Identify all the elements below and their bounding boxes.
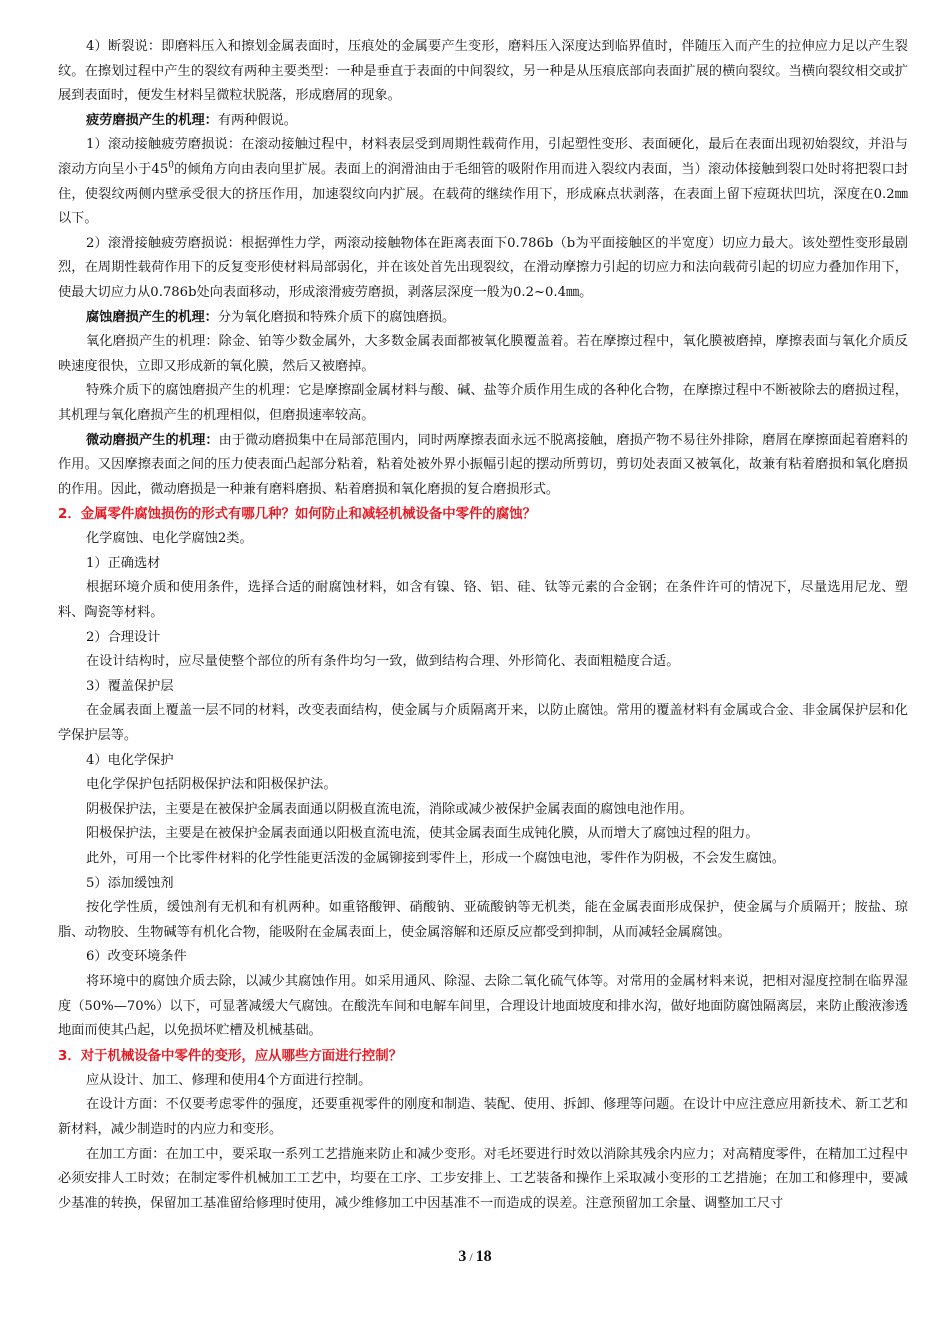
paragraph-rolling-sliding: 2）滚滑接触疲劳磨损说：根据弹性力学，两滚动接触物体在距离表面下0.786b（b为平面接触区的半宽度）切应力最大。该处塑性变形最剧烈，在周期性载荷作用下的反复变形使材料局部弱化，并在该处首先出现裂纹，在滑动摩擦力引起的切应力和法向载荷引起的切应力叠加作用下，使最大切应力从0.786b处向表面移动，形成滚滑疲劳磨损，剥落层深度一般为0.2~0.4㎜。	[58, 235, 908, 300]
list-item-heading: 1）正确选材	[86, 555, 161, 571]
paragraph-body: 在设计结构时，应尽量使整个部位的所有条件均匀一致，做到结构合理、外形简化、表面粗糙度合适。	[86, 654, 680, 670]
paragraph-fatigue-wear	[58, 109, 908, 134]
question-heading-2: 2．金属零件腐蚀损伤的形式有哪几种？如何防止和减轻机械设备中零件的腐蚀？	[58, 507, 536, 523]
paragraph-answer: 化学腐蚀、电化学腐蚀2类。	[86, 531, 253, 547]
list-item-heading: 4）电化学保护	[86, 752, 174, 768]
paragraph-answer: 应从设计、加工、修理和使用4个方面进行控制。	[86, 1072, 372, 1088]
paragraph-body: 电化学保护包括阴极保护法和阳极保护法。	[86, 777, 337, 793]
paragraph-rolling-contact	[58, 133, 908, 231]
paragraph-text: 的倾角方向由表向里扩展。表面上的润滑油由于毛细管的吸附作用而进入裂纹内表面，当）滚动体接触到裂口处时将把裂口封住，使裂纹两侧内壁承受很大的挤压作用，加速裂纹向内扩展。在载荷的继续作用下，形成麻点状剥落，在表面上留下痘斑状凹坑，深度在0.2㎜以下。	[58, 161, 909, 227]
term-fretting-wear: 微动磨损产生的机理：	[86, 432, 219, 448]
list-item-heading: 3）覆盖保护层	[86, 678, 174, 694]
paragraph-text: 1）滚动接触疲劳磨损说：在滚动接触过程中，材料表层受到周期性载荷作用，引起塑性变形、表面硬化，最后在表面出现初始裂纹，并沿与滚动方向呈小于45	[58, 137, 908, 177]
paragraph-oxidation-wear: 氧化磨损产生的机理：除金、铂等少数金属外，大多数金属表面都被氧化膜覆盖着。若在摩擦过程中，氧化膜被磨掉，摩擦表面与氧化介质反映速度很快，立即又形成新的氧化膜，然后又被磨掉。	[58, 334, 908, 374]
page-number	[0, 1248, 950, 1266]
list-item-heading: 2）合理设计	[86, 629, 161, 645]
paragraph-body: 在金属表面上覆盖一层不同的材料，改变表面结构，使金属与介质隔离开来，以防止腐蚀。常用的覆盖材料有金属或合金、非金属保护层和化学保护层等。	[58, 703, 908, 744]
paragraph-body: 将环境中的腐蚀介质去除，以减少其腐蚀作用。如采用通风、除湿、去除二氧化硫气体等。对常用的金属材料来说，把相对湿度控制在临界湿度（50%—70%）以下，可显著减缓大气腐蚀。在酸洗车间和电解车间里，合理设计地面坡度和排水沟，做好地面防腐蚀隔离层，来防止酸液渗透地面而使其凸起，以免损坏贮槽及机械基础。	[58, 973, 908, 1039]
page-separator: /	[466, 1250, 476, 1264]
current-page: 3	[458, 1248, 467, 1265]
term-corrosion-wear: 腐蚀磨损产生的机理：	[86, 309, 218, 325]
paragraph-special-medium: 特殊介质下的腐蚀磨损产生的机理：它是摩擦副金属材料与酸、碱、盐等介质作用生成的各种化合物，在摩擦过程中不断被除去的磨损过程，其机理与氧化磨损产生的机理相似，但磨损速率较高。	[58, 383, 908, 423]
paragraph-body: 阳极保护法，主要是在被保护金属表面通以阳极直流电流，使其金属表面生成钝化膜，从而增大了腐蚀过程的阻力。	[86, 826, 759, 842]
list-item-heading: 5）添加缓蚀剂	[86, 875, 174, 891]
paragraph-body: 此外，可用一个比零件材料的化学性能更活泼的金属铆接到零件上，形成一个腐蚀电池，零件作为阴极，不会发生腐蚀。	[86, 851, 785, 866]
paragraph-design: 在设计方面：不仅要考虑零件的强度，还要重视零件的刚度和制造、装配、使用、拆卸、修理等问题。在设计中应注意应用新技术、新工艺和新材料，减少制造时的内应力和变形。	[58, 1097, 908, 1137]
paragraph-fretting-wear	[58, 429, 908, 503]
paragraph-text: 有两种假说。	[217, 112, 297, 128]
paragraph-text: 由于微动磨损集中在局部范围内，同时两摩擦表面永远不脱离接触，磨损产物不易往外排除，磨屑在摩擦面起着磨料的作用。又因摩擦表面之间的压力使表面凸起部分粘着，粘着处被外界小振幅引起的摆动所剪切，剪切处表面又被氧化，故兼有粘着磨损和氧化磨损的作用。因此，微动磨损是一种兼有磨料磨损、粘着磨损和氧化磨损的复合磨损形式。	[58, 432, 908, 497]
paragraph-fracture-theory: 4）断裂说：即磨料压入和擦划金属表面时，压痕处的金属要产生变形，磨料压入深度达到临界值时，伴随压入而产生的拉伸应力足以产生裂纹。在擦划过程中产生的裂纹有两种主要类型：一种是垂直于表面的中间裂纹，另一种是从压痕底部向表面扩展的横向裂纹。当横向裂纹相交或扩展到表面时，便发生材料呈微粒状脱落，形成磨屑的现象。	[58, 39, 908, 104]
term-fatigue-wear: 疲劳磨损产生的机理：	[86, 112, 218, 128]
paragraph-body: 阴极保护法，主要是在被保护金属表面通以阴极直流电流，消除或减少被保护金属表面的腐蚀电池作用。	[86, 801, 693, 817]
list-item-heading: 6）改变环境条件	[86, 949, 187, 965]
total-pages: 18	[475, 1248, 492, 1265]
paragraph-machining: 在加工方面：在加工中，要采取一系列工艺措施来防止和减少变形。对毛坯要进行时效以消除其残余内应力；对高精度零件，在精加工过程中必须安排人工时效；在制定零件机械加工工艺中，均要在工序、工步安排上、工艺装备和操作上采取减小变形的工艺措施；在加工和修理中，要减少基准的转换，保留加工基准留给修理时使用，减少维修加工中因基准不一而造成的误差。注意预留加工余量、调整加工尺寸	[58, 1146, 908, 1211]
superscript-degree: 0	[168, 160, 174, 171]
question-heading-3: 3．对于机械设备中零件的变形，应从哪些方面进行控制？	[58, 1048, 403, 1064]
paragraph-text: 分为氧化磨损和特殊介质下的腐蚀磨损。	[217, 309, 456, 325]
paragraph-body: 按化学性质，缓蚀剂有无机和有机两种。如重铬酸钾、硝酸钠、亚硫酸钠等无机类，能在金属表面形成保护，使金属与介质隔开；胺盐、琼脂、动物胶、生物碱等有机化合物，能吸附在金属表面上，使金属溶解和还原反应都受到抑制，从而减轻金属腐蚀。	[58, 900, 908, 940]
paragraph-corrosion-wear	[58, 306, 908, 331]
paragraph-body: 根据环境介质和使用条件，选择合适的耐腐蚀材料，如含有镍、铬、铝、硅、钛等元素的合金钢；在条件许可的情况下，尽量选用尼龙、塑料、陶瓷等材料。	[58, 580, 908, 621]
